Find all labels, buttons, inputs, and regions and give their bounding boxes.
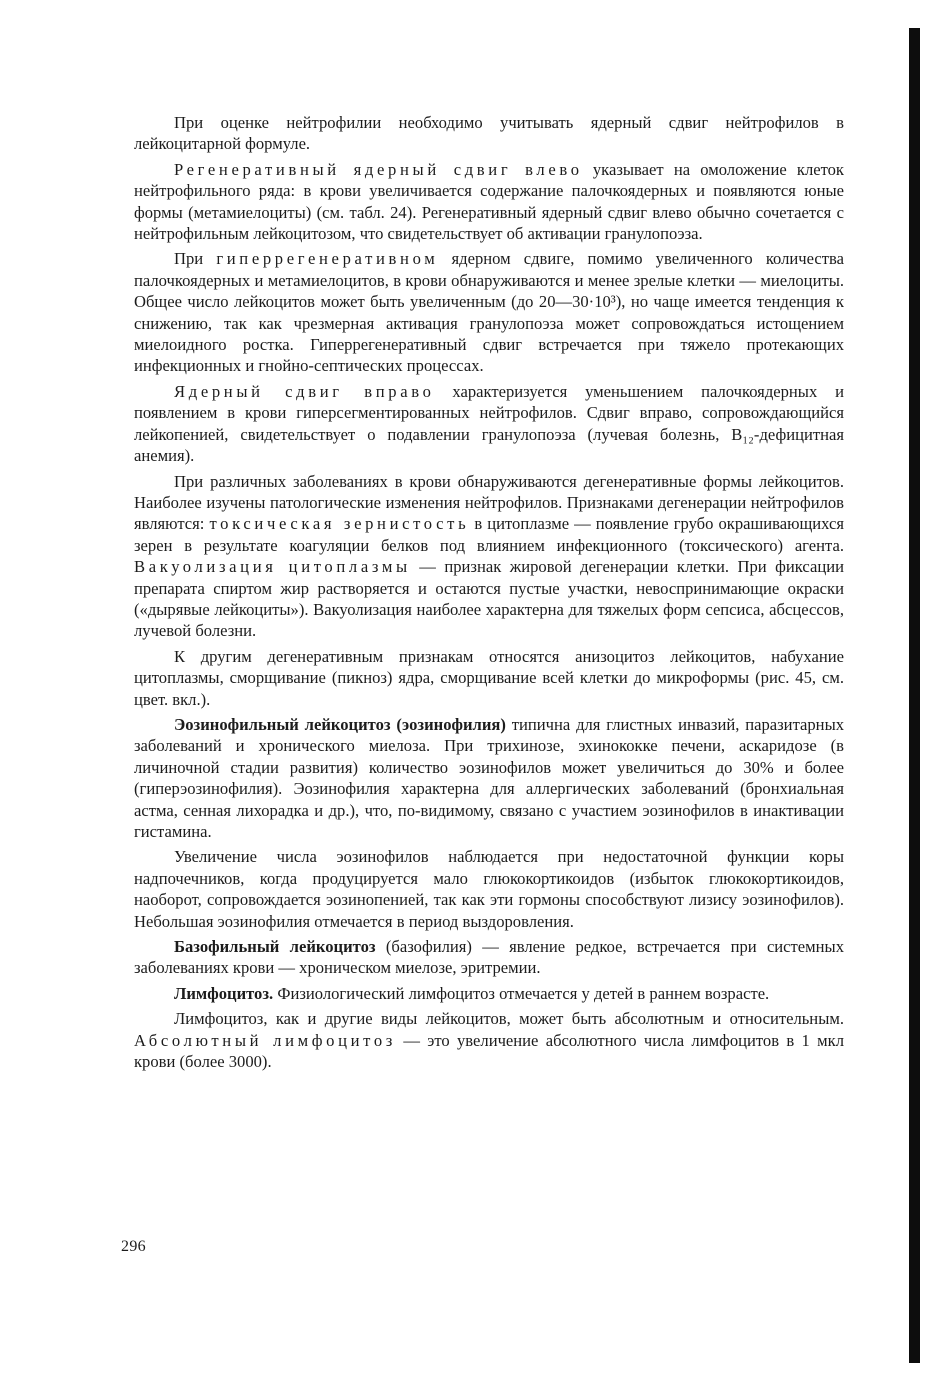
paragraph	[134, 248, 844, 376]
text-run: При	[174, 249, 217, 269]
text-run: К другим дегенеративным признакам относятся анизоцитоз лейкоцитов, набухание цитоплазмы, сморщивание (пикноз) ядра, сморщивание всей клетки до микроформы (рис. 45, см. цвет. вкл.).	[134, 646, 844, 709]
paragraph	[134, 1008, 844, 1072]
text-run: (базофилия) — явление редкое, встречается при системных заболеваниях крови — хроническом миелозе, эритремии.	[134, 937, 844, 978]
body-text	[134, 112, 844, 1072]
paragraph	[134, 381, 844, 467]
paragraph	[134, 846, 844, 932]
spaced-emphasis-run: гиперрегенеративном	[216, 249, 439, 269]
spaced-emphasis-run: Регенеративный ядерный сдвиг влево	[174, 159, 583, 179]
text-run: — признак жировой дегенерации клетки. При фиксации препарата спиртом жир растворяется и остаются пустые участки, невоспринимающие окраски («дырявые лейкоциты»). Вакуолизация наиболее характерна для тяжелых форм сепсиса, абсцессов, лучевой болезни.	[134, 557, 844, 641]
text-run: Увеличение числа эозинофилов наблюдается при недостаточной функции коры надпочечников, когда продуцируется мало глюкокортикоидов (избыток глюкокортикоидов, наоборот, сопровождается эозинопенией, так как эти гормоны способствуют лизису эозинофилов). Небольшая эозинофилия отмечается в период выздоровления.	[134, 847, 844, 931]
paragraph	[134, 471, 844, 642]
paragraph	[134, 983, 844, 1004]
text-run: характеризуется уменьшением палочкоядерных и появлением в крови гиперсегментированных нейтрофилов. Сдвиг вправо, сопровождающийся лейкопенией, свидетельствует о подавлении гранулопоэза (лучевая болезнь, B₁₂-дефицитная анемия).	[134, 381, 844, 466]
spaced-emphasis-run: Абсолютный лимфоцитоз	[134, 1030, 397, 1050]
paragraph	[134, 646, 844, 710]
spaced-emphasis-run: Ядерный сдвиг вправо	[174, 381, 435, 401]
text-run: — это увеличение абсолютного числа лимфоцитов в 1 мкл крови (более 3000).	[134, 1030, 844, 1072]
paragraph	[134, 159, 844, 245]
paragraph	[134, 714, 844, 842]
text-run: указывает на омоложение клеток нейтрофильного ряда: в крови увеличивается содержание палочкоядерных и появляются юные формы (метамиелоциты) (см. табл. 24). Регенеративный ядерный сдвиг влево обычно сочетается с нейтрофильным лейкоцитозом, что свидетельствует об активации гранулопоэза.	[134, 159, 844, 244]
bold-heading-run: Базофильный лейкоцитоз	[174, 937, 376, 957]
text-run: Физиологический лимфоцитоз отмечается у детей в раннем возрасте.	[273, 983, 770, 1003]
spaced-emphasis-run: Вакуолизация цитоплазмы	[134, 557, 411, 577]
paragraph	[134, 112, 844, 155]
bold-heading-run: Лимфоцитоз.	[174, 983, 274, 1003]
spaced-emphasis-run: токсическая зернистость	[209, 514, 470, 534]
bold-heading-run: Эозинофильный лейкоцитоз (эозинофилия)	[174, 714, 506, 734]
paragraph	[134, 936, 844, 979]
text-run: При оценке нейтрофилии необходимо учитывать ядерный сдвиг нейтрофилов в лейкоцитарной формуле.	[134, 113, 844, 154]
text-run: Лимфоцитоз, как и другие виды лейкоцитов, может быть абсолютным и относительным.	[174, 1009, 844, 1029]
text-run: ядерном сдвиге, помимо увеличенного количества палочкоядерных и метамиелоцитов, в крови обнаруживаются и менее зрелые клетки — миелоциты. Общее число лейкоцитов может быть увеличенным (до 20—30·10³), но чаще имеется тенденция к снижению, так как чрезмерная активация гранулопоэза может сопровождаться истощением миелоидного ростка. Гиперрегенеративный сдвиг встречается при тяжело протекающих инфекционных и гнойно-септических процессах.	[134, 249, 845, 376]
text-run: типична для глистных инвазий, паразитарных заболеваний и хронического миелоза. При трихинозе, эхинококке печени, аскаридозе (в личиночной стадии развития) количество эозинофилов может увеличиться до 30% и более (гиперэозинофилия). Эозинофилия характерна для аллергических заболеваний (бронхиальная астма, сенная лихорадка и др.), что, по-видимому, связано с участием эозинофилов в инактивации гистамина.	[134, 714, 845, 841]
scan-edge-shadow	[909, 28, 920, 1363]
text-run: При различных заболеваниях в крови обнаруживаются дегенеративные формы лейкоцитов. Наиболее изучены патологические изменения нейтрофилов. Признаками дегенерации нейтрофилов являются:	[134, 471, 844, 534]
text-run: в цитоплазме — появление грубо окрашивающихся зерен в результате коагуляции белков под влиянием инфекционного (токсического) агента.	[134, 514, 844, 555]
page-number: 296	[121, 1238, 146, 1255]
